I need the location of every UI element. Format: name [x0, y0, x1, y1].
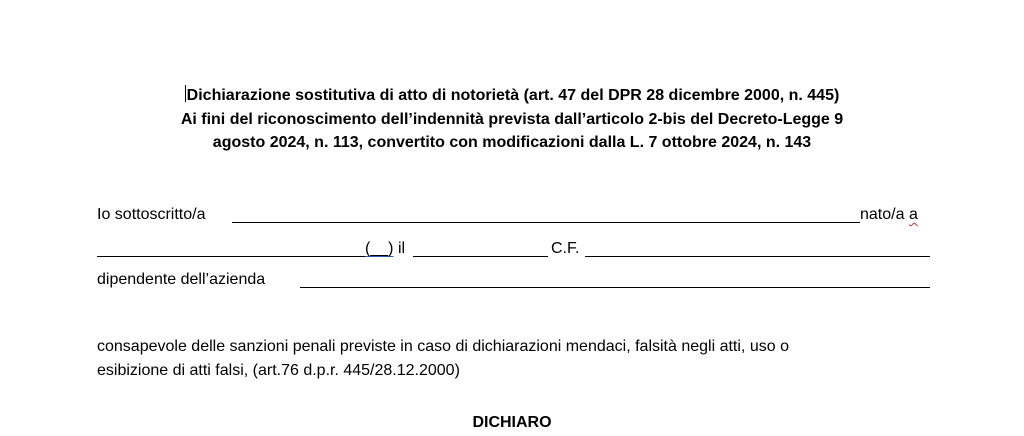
azienda-field-line[interactable] — [300, 287, 930, 288]
consapevole-paragraph — [97, 335, 937, 382]
provincia-paren[interactable]: (__) — [365, 240, 394, 257]
azienda-label: dipendente dell’azienda — [97, 271, 266, 288]
nato-a-word: a — [908, 206, 918, 223]
il-label: il — [398, 240, 406, 257]
provincia-field[interactable] — [365, 239, 393, 259]
title-line-1 — [0, 84, 1024, 108]
paragraph-line-2: esibizione di atti falsi, (art.76 d.p.r. 445/28.12.2000) — [97, 361, 460, 379]
title-line-1-text: Dichiarazione sostitutiva di atto di notorietà (art. 47 del DPR 28 dicembre 2000, n. 445) — [186, 87, 840, 104]
data-nascita-field-line[interactable] — [413, 256, 548, 257]
nato-label-suffix: a — [895, 206, 905, 223]
cf-label: C.F. — [551, 240, 580, 257]
luogo-nascita-field-line[interactable] — [97, 256, 365, 257]
nome-field-line[interactable] — [232, 222, 860, 223]
codice-fiscale-field-line[interactable] — [585, 256, 930, 257]
nato-label-prefix: nato/ — [860, 206, 896, 223]
text-cursor — [185, 85, 186, 102]
paragraph-line-1: consapevole delle sanzioni penali previste in caso di dichiarazioni mendaci, falsità negli atti, uso o — [97, 338, 789, 355]
document-title — [0, 84, 1024, 155]
title-line-2: Ai fini del riconoscimento dell’indennità prevista dall’articolo 2-bis del Decreto-Legge 9 — [180, 110, 844, 128]
nato-label — [860, 205, 918, 225]
dichiaro-heading: DICHIARO — [472, 414, 552, 431]
title-line-3: agosto 2024, n. 113, convertito con modificazioni dalla L. 7 ottobre 2024, n. 143 — [212, 134, 812, 151]
sottoscritto-label: Io sottoscritto/a — [97, 206, 206, 223]
